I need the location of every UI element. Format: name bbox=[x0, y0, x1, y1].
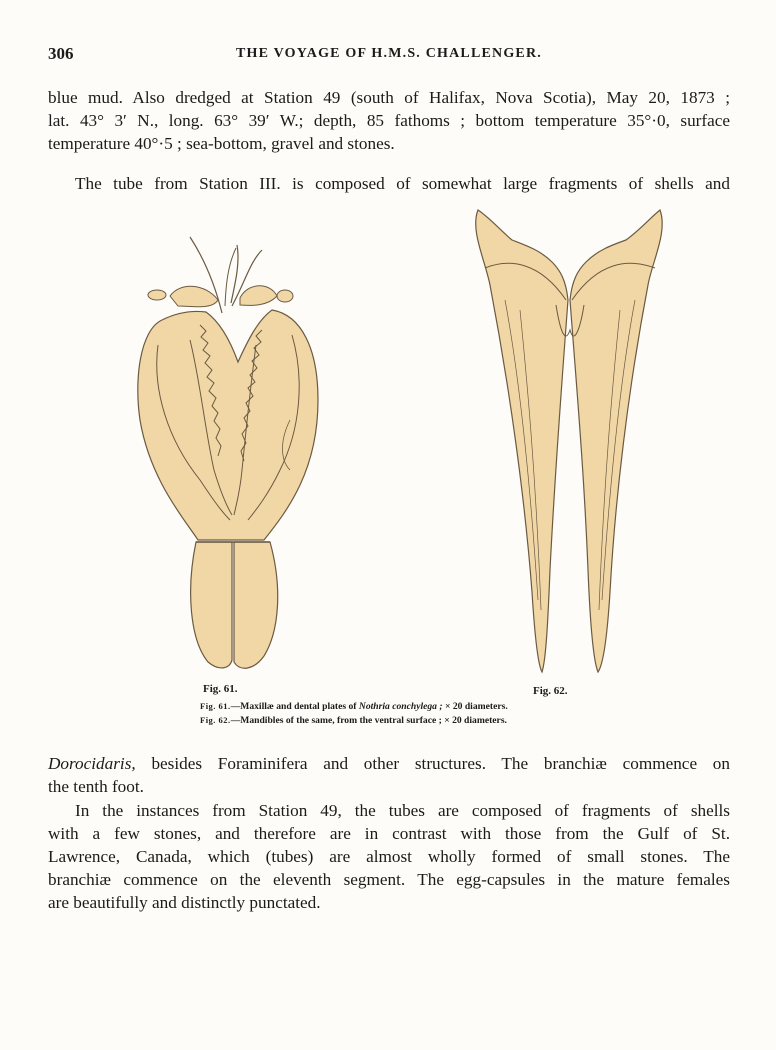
running-title: THE VOYAGE OF H.M.S. CHALLENGER. bbox=[236, 46, 542, 61]
text-line: The tube from Station III. is composed of somewhat large fragments of shells and bbox=[75, 174, 730, 193]
text-line bbox=[48, 752, 730, 775]
text-line: blue mud. Also dredged at Station 49 (south of Halifax, Nova Scotia), May 20, 1873 ; bbox=[48, 88, 730, 107]
text-line: are beautifully and distinctly punctated. bbox=[48, 893, 321, 912]
fig-62-label: Fig. 62. bbox=[533, 685, 568, 697]
text-line: lat. 43° 3′ N., long. 63° 39′ W.; depth, 85 fathoms ; bottom temperature 35°·0, surface bbox=[48, 111, 730, 130]
page-number: 306 bbox=[48, 44, 74, 63]
genus-name: Dorocidaris, bbox=[48, 754, 136, 773]
text-line: branchiæ commence on the eleventh segment. The egg-capsules in the mature females bbox=[48, 870, 730, 889]
text-line: In the instances from Station 49, the tubes are composed of fragments of shells bbox=[75, 801, 730, 820]
text-line: the tenth foot. bbox=[48, 777, 144, 796]
fig-62-caption bbox=[200, 715, 507, 726]
text-fragment: besides Foraminifera and other structures. The branchiæ commence on bbox=[135, 754, 730, 773]
fig-62-mandibles-drawing bbox=[476, 210, 663, 672]
caption-scale: × 20 diameters. bbox=[442, 701, 508, 712]
text-line: temperature 40°·5 ; sea-bottom, gravel and stones. bbox=[48, 134, 395, 153]
caption-species: Nothria conchylega ; bbox=[358, 701, 443, 712]
caption-text: —Mandibles of the same, from the ventral surface ; × 20 diameters. bbox=[230, 715, 507, 726]
fig-61-label: Fig. 61. bbox=[203, 683, 238, 695]
paragraph-dorocidaris bbox=[48, 752, 730, 798]
caption-figure-number: Fig. 61. bbox=[200, 701, 231, 711]
paragraph-station-49-tubes bbox=[48, 799, 730, 914]
caption-figure-number: Fig. 62. bbox=[200, 715, 231, 725]
fig-61-caption bbox=[200, 701, 508, 712]
caption-text: —Maxillæ and dental plates of bbox=[230, 701, 359, 712]
text-line: with a few stones, and therefore are in contrast with those from the Gulf of St. bbox=[48, 824, 730, 843]
fig-61-maxillae-drawing bbox=[138, 237, 318, 668]
text-line: Lawrence, Canada, which (tubes) are almost wholly formed of small stones. The bbox=[48, 847, 730, 866]
